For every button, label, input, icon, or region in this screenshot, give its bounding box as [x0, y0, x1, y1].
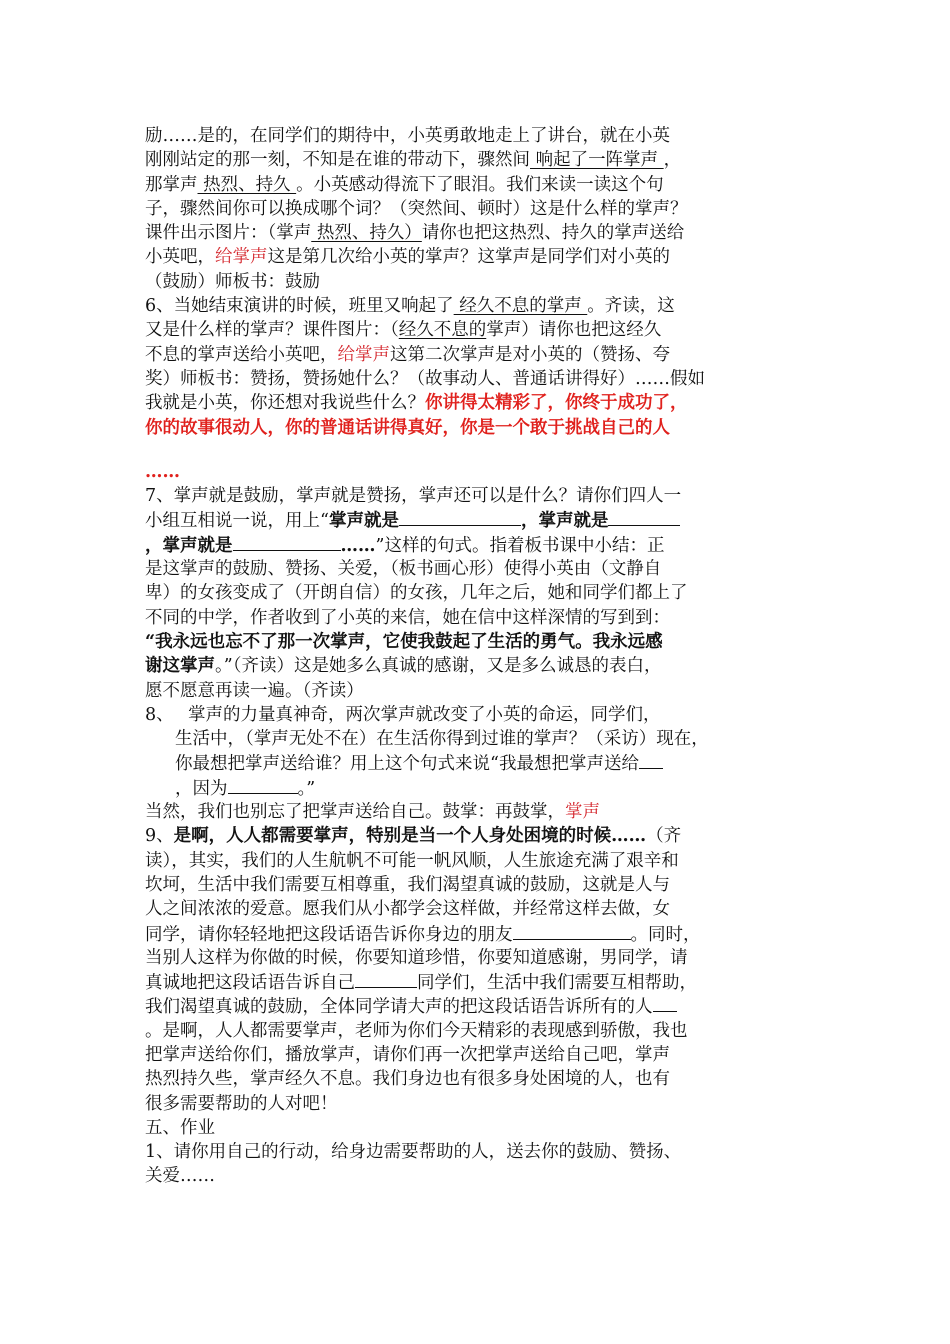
text-line: 刚刚站定的那一刻，不知是在谁的带动下，骤然间 响起了一阵掌声 ， — [145, 150, 682, 171]
text-line: 生活中，（掌声无处不在）在生活你得到过谁的掌声？（采访）现在， — [175, 729, 709, 750]
text-line: 课件出示图片：（掌声 热烈、持久）请你也把这热烈、持久的掌声送给 — [145, 223, 685, 244]
paragraph-9 — [145, 824, 817, 1116]
text-line: 坎坷，生活中我们需要互相尊重，我们渴望真诚的鼓励，这就是人与 — [145, 874, 670, 895]
section-heading: 五、作业 — [145, 1117, 215, 1138]
red-highlight: 给掌声 — [215, 247, 268, 268]
text-line: 人之间浓浓的爱意。愿我们从小都学会这样做，并经常这样去做，女 — [145, 899, 670, 920]
text-line: 同学，请你轻轻地把这段话语告诉你身边的朋友 。同时， — [145, 922, 817, 946]
red-bold-line: …… — [145, 461, 180, 482]
text-line: 。是啊，人人都需要掌声，老师为你们今天精彩的表现感到骄傲，我也 — [145, 1020, 688, 1041]
fill-blank — [228, 776, 298, 794]
text-line: 卑）的女孩变成了（开朗自信）的女孩，几年之后，她和同学们都上了 — [145, 583, 688, 604]
fill-blank — [513, 922, 631, 940]
fill-blank — [355, 970, 417, 988]
bold-quote-line: “我永远也忘不了那一次掌声，它使我鼓起了生活的勇气。我永远感 — [145, 631, 663, 652]
text-line: 关爱…… — [145, 1166, 215, 1187]
text-line: 小组互相说一说，用上“掌声就是 ，掌声就是 — [145, 508, 817, 532]
underlined-answer: 热烈、持久） — [311, 223, 422, 244]
text-line: 又是什么样的掌声？课件图片：（经久不息的掌声）请你也把这经久 — [145, 320, 662, 341]
text-line: 1、请你用自己的行动，给身边需要帮助的人，送去你的鼓励、赞扬、 — [145, 1142, 682, 1163]
text-line: 真诚地把这段话语告诉自己 同学们，生活中我们需要互相帮助， — [145, 970, 817, 994]
paragraph-8 — [145, 703, 817, 824]
paragraph-7 — [145, 484, 817, 703]
text-line: 当然，我们也别忘了把掌声送给自己。鼓掌：再鼓掌，掌声 — [145, 802, 600, 823]
text-line: 6、当她结束演讲的时候，班里又响起了 经久不息的掌声 。齐读，这 — [145, 296, 675, 317]
red-highlight: 给掌声 — [337, 344, 390, 365]
text-line: 7、掌声就是鼓励，掌声就是赞扬，掌声还可以是什么？请你们四人一 — [145, 486, 682, 507]
document-page — [145, 124, 817, 1189]
text-line: 不同的中学，作者收到了小英的来信，她在信中这样深情的写到到： — [145, 607, 670, 628]
paragraph-6 — [145, 294, 817, 484]
text-line: 热烈持久些，掌声经久不息。我们身边也有很多身处困境的人，也有 — [145, 1069, 670, 1090]
text-line: 我就是小英，你还想对我说些什么？你讲得太精彩了，你终于成功了， — [145, 393, 688, 414]
fill-blank — [639, 751, 663, 769]
fill-blank — [653, 994, 677, 1012]
text-line: 把掌声送给你们，播放掌声，请你们再一次把掌声送给自己吧，掌声 — [145, 1044, 670, 1065]
text-line: 励……是的，在同学们的期待中，小英勇敢地走上了讲台，就在小英 — [145, 126, 670, 146]
paragraph-5-continued — [145, 124, 817, 294]
text-line: 不息的掌声送给小英吧，给掌声这第二次掌声是对小英的（赞扬、夸 — [145, 344, 670, 365]
text-line: 我们渴望真诚的鼓励，全体同学请大声的把这段话语告诉所有的人 — [145, 994, 817, 1018]
underlined-answer: 经久不息的 — [398, 320, 487, 341]
fill-blank — [399, 508, 521, 526]
text-line: （鼓励）师板书：鼓励 — [145, 271, 320, 292]
text-line: 谢这掌声。”（齐读）这是她多么真诚的感谢，又是多么诚恳的表白， — [145, 656, 662, 677]
text-line: 小英吧，给掌声这是第几次给小英的掌声？这掌声是同学们对小英的 — [145, 247, 670, 268]
text-line: ，因为 。” — [145, 776, 817, 800]
homework-section — [145, 1116, 817, 1189]
text-line: 9、是啊，人人都需要掌声，特别是当一个人身处困境的时候……（齐 — [145, 826, 682, 847]
text-line: 是这掌声的鼓励、赞扬、关爱，（板书画心形）使得小英由（文静自 — [145, 559, 662, 580]
underlined-answer: 响起了一阵掌声 — [530, 150, 664, 171]
text-line: 8、 掌声的力量真神奇，两次掌声就改变了小英的命运，同学们， — [145, 704, 661, 725]
underlined-answer: 热烈、持久 — [197, 174, 297, 195]
text-line: 你最想把掌声送给谁？用上这个句式来说“我最想把掌声送给 — [145, 751, 817, 775]
text-line: 很多需要帮助的人对吧！ — [145, 1093, 338, 1114]
text-line: 子，骤然间你可以换成哪个词？（突然间、顿时）这是什么样的掌声？ — [145, 198, 688, 219]
fill-blank — [608, 508, 680, 526]
red-bold-line: 你的故事很动人，你的普通话讲得真好，你是一个敢于挑战自己的人 — [145, 417, 670, 438]
text-line: ，掌声就是 ……”这样的句式。指着板书课中小结：正 — [145, 533, 817, 557]
fill-blank — [233, 533, 341, 551]
text-line: 读），其实，我们的人生航帆不可能一帆风顺，人生旅途充满了艰辛和 — [145, 850, 679, 871]
text-line: 奖）师板书：赞扬，赞扬她什么？（故事动人、普通话讲得好）……假如 — [145, 368, 705, 389]
text-line: 那掌声 热烈、持久 。小英感动得流下了眼泪。我们来读一读这个句 — [145, 174, 664, 195]
underlined-answer: 经久不息的掌声 — [453, 296, 588, 317]
text-line: 当别人这样为你做的时候，你要知道珍惜，你要知道感谢，男同学，请 — [145, 947, 688, 968]
text-line: 愿不愿意再读一遍。（齐读） — [145, 680, 364, 701]
red-bold-text: 你讲得太精彩了，你终于成功了， — [425, 393, 688, 414]
red-highlight: 掌声 — [565, 802, 600, 823]
